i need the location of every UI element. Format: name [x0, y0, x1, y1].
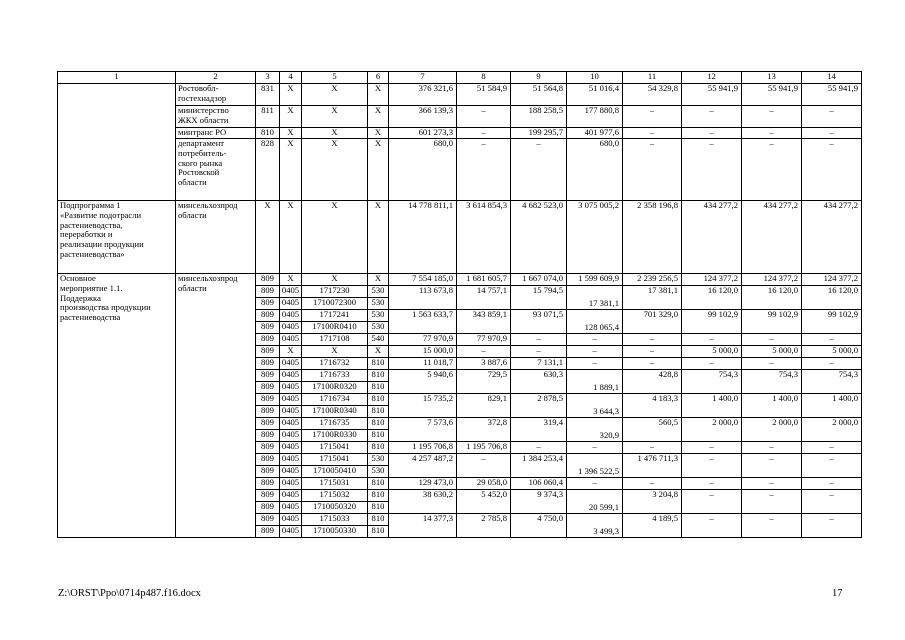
amount-cell: 51 584,9: [457, 84, 511, 106]
amount-cell: 4 183,3: [623, 394, 682, 418]
code-cell: 810: [256, 128, 280, 139]
code-cell: 810: [368, 430, 389, 442]
amount-cell: 5 000,0: [802, 346, 862, 358]
code-cell: 809: [256, 274, 280, 286]
amount-cell: 14 377,3: [389, 514, 457, 538]
amount-cell: 428,8: [623, 370, 682, 394]
amount-cell: –: [682, 358, 742, 370]
budget-table: [57, 71, 862, 538]
amount-cell: 11 018,7: [389, 358, 457, 370]
amount-cell: 401 977,6: [567, 128, 623, 139]
column-header: 9: [511, 72, 567, 84]
code-cell: X: [368, 274, 389, 286]
code-cell: 809: [256, 514, 280, 526]
amount-cell: –: [623, 358, 682, 370]
code-cell: 1716735: [302, 418, 368, 430]
code-cell: 1710050410: [302, 466, 368, 478]
amount-cell: 4 682 523,0: [511, 201, 567, 274]
code-cell: 0405: [280, 454, 302, 466]
amount-cell: 2 878,5: [511, 394, 567, 418]
amount-cell: 124 377,2: [802, 274, 862, 286]
code-cell: 828: [256, 139, 280, 201]
amount-cell: 17 381,1: [623, 286, 682, 310]
amount-cell: 2 000,0: [802, 418, 862, 442]
amount-cell: –: [742, 128, 802, 139]
code-cell: 809: [256, 478, 280, 490]
code-cell: 809: [256, 526, 280, 538]
amount-cell: –: [623, 106, 682, 128]
amount-cell: –: [802, 128, 862, 139]
amount-cell: –: [802, 490, 862, 514]
amount-cell: 754,3: [802, 370, 862, 394]
amount-cell: –: [742, 454, 802, 478]
amount-cell: –: [567, 442, 623, 454]
amount-cell: –: [742, 139, 802, 201]
code-cell: X: [280, 139, 302, 201]
amount-cell: 124 377,2: [742, 274, 802, 286]
code-cell: 809: [256, 370, 280, 382]
amount-cell: 51 564,8: [511, 84, 567, 106]
column-header: 8: [457, 72, 511, 84]
amount-cell: 1 195 706,8: [389, 442, 457, 454]
code-cell: 809: [256, 490, 280, 502]
amount-cell: –: [623, 478, 682, 490]
amount-cell: –: [742, 442, 802, 454]
amount-cell: 754,3: [682, 370, 742, 394]
column-header: 14: [802, 72, 862, 84]
code-cell: 1715031: [302, 478, 368, 490]
column-header: 7: [389, 72, 457, 84]
executor-cell: минтранс РО: [176, 128, 256, 139]
code-cell: 811: [256, 106, 280, 128]
amount-cell: 14 757,1: [457, 286, 511, 310]
amount-cell: 5 940,6: [389, 370, 457, 394]
code-cell: 0405: [280, 394, 302, 406]
code-cell: X: [368, 139, 389, 201]
code-cell: X: [256, 201, 280, 274]
amount-cell: 20 599,1: [567, 490, 623, 514]
amount-cell: 2 785,8: [457, 514, 511, 538]
amount-cell: –: [567, 346, 623, 358]
amount-cell: –: [623, 346, 682, 358]
amount-cell: 51 016,4: [567, 84, 623, 106]
amount-cell: –: [567, 478, 623, 490]
amount-cell: 16 120,0: [802, 286, 862, 310]
table-row: [58, 106, 862, 128]
code-cell: 809: [256, 286, 280, 298]
code-cell: 809: [256, 358, 280, 370]
code-cell: 0405: [280, 442, 302, 454]
amount-cell: 434 277,2: [802, 201, 862, 274]
amount-cell: –: [567, 358, 623, 370]
code-cell: 809: [256, 334, 280, 346]
code-cell: 17100R0410: [302, 322, 368, 334]
column-header: 2: [176, 72, 256, 84]
code-cell: 809: [256, 394, 280, 406]
amount-cell: –: [623, 442, 682, 454]
column-header: 13: [742, 72, 802, 84]
code-cell: 809: [256, 502, 280, 514]
amount-cell: –: [457, 139, 511, 201]
amount-cell: –: [802, 514, 862, 538]
amount-cell: 1 400,0: [682, 394, 742, 418]
amount-cell: 7 131,1: [511, 358, 567, 370]
code-cell: 810: [368, 478, 389, 490]
amount-cell: 55 941,9: [682, 84, 742, 106]
code-cell: 810: [368, 526, 389, 538]
code-cell: 0405: [280, 358, 302, 370]
amount-cell: –: [802, 478, 862, 490]
column-header: 1: [58, 72, 176, 84]
amount-cell: 343 859,1: [457, 310, 511, 334]
amount-cell: –: [682, 442, 742, 454]
amount-cell: –: [802, 139, 862, 201]
amount-cell: –: [742, 490, 802, 514]
code-cell: 809: [256, 382, 280, 394]
amount-cell: –: [682, 139, 742, 201]
code-cell: 530: [368, 454, 389, 466]
amount-cell: 680,0: [567, 139, 623, 201]
budget-table-page: [57, 71, 862, 538]
amount-cell: 829,1: [457, 394, 511, 418]
table-row: [58, 139, 862, 201]
amount-cell: –: [511, 442, 567, 454]
amount-cell: 2 000,0: [742, 418, 802, 442]
code-cell: 1716733: [302, 370, 368, 382]
amount-cell: 4 750,0: [511, 514, 567, 538]
code-cell: 1715041: [302, 442, 368, 454]
code-cell: 0405: [280, 286, 302, 298]
page-number: 17: [832, 588, 843, 599]
code-cell: 0405: [280, 322, 302, 334]
code-cell: X: [302, 128, 368, 139]
amount-cell: 372,8: [457, 418, 511, 442]
amount-cell: 2 000,0: [682, 418, 742, 442]
amount-cell: –: [682, 478, 742, 490]
table-row: [58, 201, 862, 274]
amount-cell: –: [511, 334, 567, 346]
code-cell: 1710050320: [302, 502, 368, 514]
amount-cell: 560,5: [623, 418, 682, 442]
amount-cell: –: [457, 346, 511, 358]
amount-cell: –: [802, 106, 862, 128]
amount-cell: –: [623, 128, 682, 139]
amount-cell: 7 554 185,0: [389, 274, 457, 286]
amount-cell: 93 071,5: [511, 310, 567, 334]
amount-cell: 16 120,0: [742, 286, 802, 310]
executor-cell: минсельхозпрод области: [176, 274, 256, 538]
code-cell: X: [302, 274, 368, 286]
amount-cell: 188 258,5: [511, 106, 567, 128]
amount-cell: 77 970,9: [457, 334, 511, 346]
code-cell: X: [302, 346, 368, 358]
code-cell: 0405: [280, 310, 302, 322]
code-cell: 0405: [280, 478, 302, 490]
amount-cell: 199 295,7: [511, 128, 567, 139]
column-header: 5: [302, 72, 368, 84]
code-cell: X: [280, 346, 302, 358]
code-cell: 809: [256, 322, 280, 334]
amount-cell: 99 102,9: [682, 310, 742, 334]
executor-cell: министерство ЖКХ области: [176, 106, 256, 128]
code-cell: 530: [368, 310, 389, 322]
code-cell: 810: [368, 394, 389, 406]
code-cell: 0405: [280, 370, 302, 382]
amount-cell: 366 139,3: [389, 106, 457, 128]
amount-cell: –: [511, 346, 567, 358]
amount-cell: 5 000,0: [682, 346, 742, 358]
code-cell: X: [280, 106, 302, 128]
code-cell: 530: [368, 298, 389, 310]
column-header: 4: [280, 72, 302, 84]
amount-cell: 754,3: [742, 370, 802, 394]
code-cell: 17100R0320: [302, 382, 368, 394]
amount-cell: 55 941,9: [802, 84, 862, 106]
code-cell: 809: [256, 298, 280, 310]
amount-cell: –: [802, 358, 862, 370]
amount-cell: 29 058,0: [457, 478, 511, 490]
amount-cell: 3 644,3: [567, 394, 623, 418]
amount-cell: 3 614 854,3: [457, 201, 511, 274]
amount-cell: 129 473,0: [389, 478, 457, 490]
code-cell: 1717230: [302, 286, 368, 298]
amount-cell: –: [742, 358, 802, 370]
code-cell: 809: [256, 418, 280, 430]
amount-cell: 99 102,9: [802, 310, 862, 334]
amount-cell: –: [567, 334, 623, 346]
amount-cell: –: [802, 454, 862, 478]
code-cell: 810: [368, 358, 389, 370]
code-cell: X: [280, 84, 302, 106]
amount-cell: –: [742, 106, 802, 128]
amount-cell: 376 321,6: [389, 84, 457, 106]
amount-cell: 3 204,8: [623, 490, 682, 514]
code-cell: 0405: [280, 334, 302, 346]
code-cell: X: [368, 106, 389, 128]
amount-cell: 1 599 609,9: [567, 274, 623, 286]
amount-cell: 601 273,3: [389, 128, 457, 139]
code-cell: 809: [256, 454, 280, 466]
code-cell: 0405: [280, 298, 302, 310]
amount-cell: 1 889,1: [567, 370, 623, 394]
amount-cell: 1 384 253,4: [511, 454, 567, 478]
code-cell: 17100R0340: [302, 406, 368, 418]
code-cell: 831: [256, 84, 280, 106]
code-cell: 17100R0330: [302, 430, 368, 442]
code-cell: 810: [368, 418, 389, 430]
code-cell: 0405: [280, 418, 302, 430]
code-cell: 0405: [280, 406, 302, 418]
amount-cell: 15 794,5: [511, 286, 567, 310]
code-cell: 809: [256, 346, 280, 358]
table-row: [58, 84, 862, 106]
column-header: 12: [682, 72, 742, 84]
code-cell: X: [302, 139, 368, 201]
amount-cell: 55 941,9: [742, 84, 802, 106]
amount-cell: 124 377,2: [682, 274, 742, 286]
code-cell: 1715041: [302, 454, 368, 466]
code-cell: X: [280, 128, 302, 139]
code-cell: 810: [368, 442, 389, 454]
code-cell: 810: [368, 514, 389, 526]
amount-cell: 5 452,0: [457, 490, 511, 514]
code-cell: 530: [368, 322, 389, 334]
code-cell: 809: [256, 406, 280, 418]
amount-cell: –: [457, 106, 511, 128]
amount-cell: 77 970,9: [389, 334, 457, 346]
code-cell: 809: [256, 466, 280, 478]
program-name-cell: [58, 84, 176, 201]
amount-cell: 701 329,0: [623, 310, 682, 334]
subprogram-name: Подпрограмма 1 «Развитие подотрасли растениеводства, переработки и реализации продукции растениеводства»: [58, 201, 176, 274]
amount-cell: –: [623, 334, 682, 346]
amount-cell: 434 277,2: [682, 201, 742, 274]
code-cell: 1716734: [302, 394, 368, 406]
amount-cell: –: [682, 454, 742, 478]
code-cell: 0405: [280, 502, 302, 514]
column-header: 6: [368, 72, 389, 84]
amount-cell: –: [511, 139, 567, 201]
amount-cell: 4 189,5: [623, 514, 682, 538]
amount-cell: –: [742, 334, 802, 346]
executor-cell: минсельхозпрод области: [176, 201, 256, 274]
amount-cell: –: [682, 106, 742, 128]
amount-cell: –: [457, 128, 511, 139]
code-cell: 809: [256, 310, 280, 322]
amount-cell: 38 630,2: [389, 490, 457, 514]
amount-cell: –: [682, 514, 742, 538]
table-row: [58, 274, 862, 286]
amount-cell: 1 400,0: [802, 394, 862, 418]
code-cell: 810: [368, 382, 389, 394]
amount-cell: 9 374,3: [511, 490, 567, 514]
amount-cell: 1 195 706,8: [457, 442, 511, 454]
amount-cell: 16 120,0: [682, 286, 742, 310]
code-cell: 0405: [280, 490, 302, 502]
code-cell: 810: [368, 502, 389, 514]
amount-cell: 17 381,1: [567, 286, 623, 310]
amount-cell: –: [682, 128, 742, 139]
code-cell: 0405: [280, 382, 302, 394]
amount-cell: 54 329,8: [623, 84, 682, 106]
code-cell: 1716732: [302, 358, 368, 370]
amount-cell: 106 060,4: [511, 478, 567, 490]
code-cell: 0405: [280, 466, 302, 478]
measure-name: Основное мероприятие 1.1. Поддержка производства продукции растениеводства: [58, 274, 176, 538]
amount-cell: 128 065,4: [567, 310, 623, 334]
code-cell: X: [368, 128, 389, 139]
amount-cell: 2 239 256,5: [623, 274, 682, 286]
code-cell: 1710072300: [302, 298, 368, 310]
column-header: 10: [567, 72, 623, 84]
table-row: [58, 128, 862, 139]
code-cell: X: [368, 84, 389, 106]
amount-cell: –: [802, 334, 862, 346]
amount-cell: 15 735,2: [389, 394, 457, 418]
amount-cell: 14 778 811,1: [389, 201, 457, 274]
code-cell: 1710050330: [302, 526, 368, 538]
amount-cell: –: [742, 514, 802, 538]
code-cell: 540: [368, 334, 389, 346]
amount-cell: –: [682, 334, 742, 346]
amount-cell: 729,5: [457, 370, 511, 394]
code-cell: X: [280, 201, 302, 274]
amount-cell: 319,4: [511, 418, 567, 442]
code-cell: 0405: [280, 526, 302, 538]
code-cell: X: [368, 201, 389, 274]
amount-cell: 1 667 074,0: [511, 274, 567, 286]
code-cell: 0405: [280, 514, 302, 526]
amount-cell: 15 000,0: [389, 346, 457, 358]
amount-cell: –: [623, 139, 682, 201]
amount-cell: 7 573,6: [389, 418, 457, 442]
file-path: Z:\ORST\Ppo\0714p487.f16.docx: [58, 588, 201, 599]
executor-cell: Ростовобл- гостехнадзор: [176, 84, 256, 106]
amount-cell: 5 000,0: [742, 346, 802, 358]
code-cell: 809: [256, 442, 280, 454]
code-cell: 530: [368, 286, 389, 298]
code-cell: X: [280, 274, 302, 286]
amount-cell: 680,0: [389, 139, 457, 201]
code-cell: 810: [368, 406, 389, 418]
amount-cell: 320,9: [567, 418, 623, 442]
amount-cell: 1 681 605,7: [457, 274, 511, 286]
code-cell: X: [368, 346, 389, 358]
amount-cell: 113 673,8: [389, 286, 457, 310]
code-cell: X: [302, 84, 368, 106]
code-cell: 810: [368, 490, 389, 502]
amount-cell: –: [802, 442, 862, 454]
amount-cell: –: [742, 478, 802, 490]
amount-cell: 177 880,8: [567, 106, 623, 128]
amount-cell: 1 400,0: [742, 394, 802, 418]
code-cell: 530: [368, 466, 389, 478]
code-cell: 1717108: [302, 334, 368, 346]
column-header: 3: [256, 72, 280, 84]
code-cell: 1715032: [302, 490, 368, 502]
amount-cell: 434 277,2: [742, 201, 802, 274]
code-cell: X: [302, 106, 368, 128]
amount-cell: 3 499,3: [567, 514, 623, 538]
amount-cell: –: [682, 490, 742, 514]
amount-cell: 2 358 196,8: [623, 201, 682, 274]
amount-cell: 99 102,9: [742, 310, 802, 334]
code-cell: X: [302, 201, 368, 274]
code-cell: 0405: [280, 430, 302, 442]
executor-cell: департамент потребитель- ского рынка Ростовской области: [176, 139, 256, 201]
amount-cell: 3 075 005,2: [567, 201, 623, 274]
amount-cell: –: [457, 454, 511, 478]
code-cell: 1717241: [302, 310, 368, 322]
amount-cell: 1 563 633,7: [389, 310, 457, 334]
code-cell: 810: [368, 370, 389, 382]
amount-cell: 3 887,6: [457, 358, 511, 370]
amount-cell: 1 476 711,3: [623, 454, 682, 478]
table-row: [58, 72, 862, 84]
amount-cell: 4 257 487,2: [389, 454, 457, 478]
code-cell: 1715033: [302, 514, 368, 526]
column-header: 11: [623, 72, 682, 84]
code-cell: 809: [256, 430, 280, 442]
amount-cell: 630,3: [511, 370, 567, 394]
amount-cell: 1 396 522,5: [567, 454, 623, 478]
